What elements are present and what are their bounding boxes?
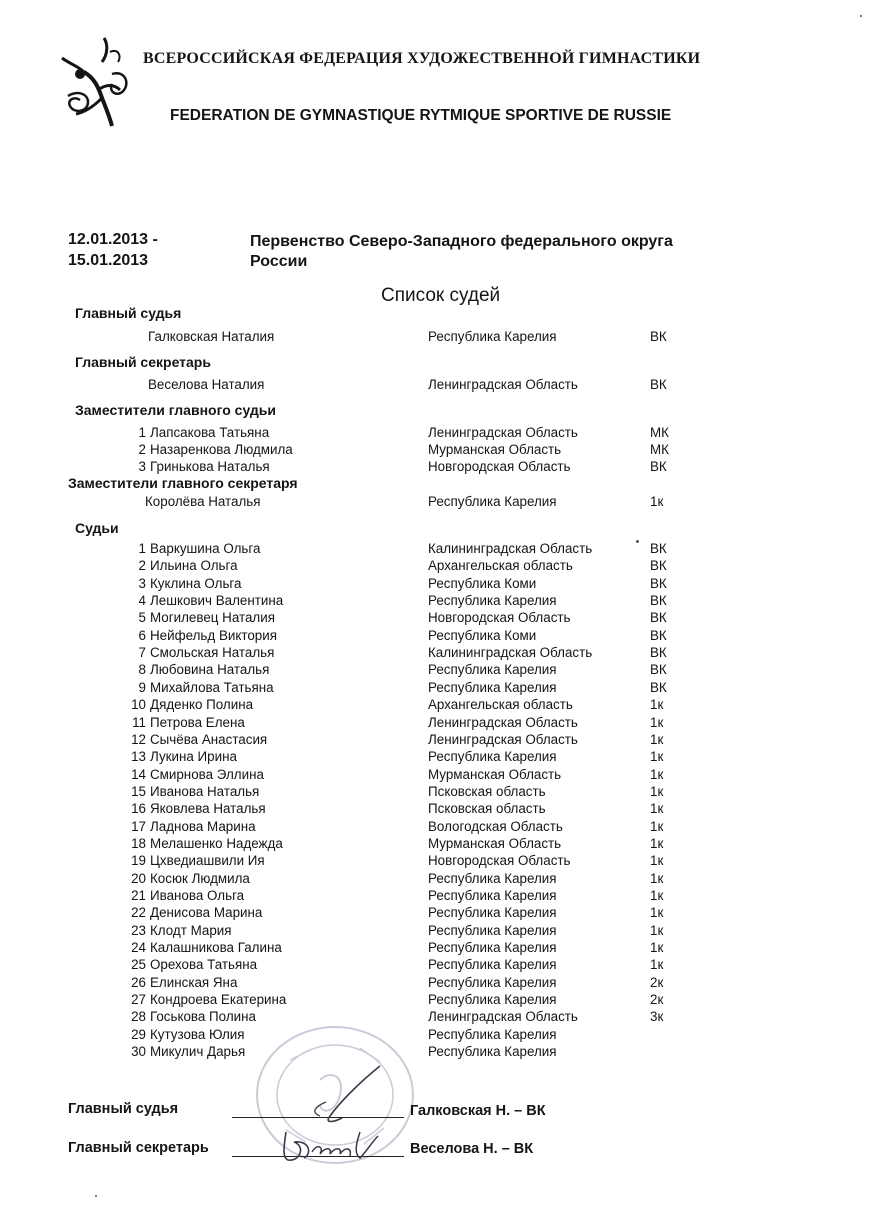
section-heading-chief-judge: Главный судья	[75, 305, 182, 321]
list-item	[0, 853, 879, 870]
person-name: Петрова Елена	[150, 714, 245, 730]
person-name: Косюк Людмила	[150, 870, 250, 886]
entry-number: 12	[131, 731, 146, 747]
region-name: Ленинградская Область	[428, 714, 578, 730]
judge-category: МК	[650, 442, 669, 457]
entry-number: 2	[138, 442, 146, 457]
list-item	[0, 662, 879, 679]
entry-number: 30	[131, 1044, 146, 1060]
person-name: Иванова Ольга	[150, 888, 245, 903]
region-name: Республика Карелия	[428, 922, 557, 938]
person-name: Могилевец Наталия	[150, 610, 275, 626]
entry-number: 27	[131, 992, 146, 1008]
entry-number: 21	[131, 888, 146, 903]
person-name: Смирнова Эллина	[150, 766, 264, 782]
list-item	[0, 819, 879, 836]
person-name: Дяденко Полина	[150, 697, 254, 713]
judge-category: 1к	[650, 766, 664, 782]
person-name: Любовина Наталья	[150, 662, 270, 678]
list-item	[0, 1009, 879, 1026]
judge-category: 1к	[650, 783, 664, 799]
list-item	[0, 425, 879, 442]
region-name: Калининградская Область	[428, 645, 593, 661]
judge-category: ВК	[650, 541, 667, 556]
event-title-line1: Первенство Северо-Западного федерального округа	[250, 233, 673, 250]
person-name: Калашникова Галина	[150, 940, 282, 956]
list-item	[0, 992, 879, 1009]
region-name: Республика Карелия	[428, 329, 557, 344]
judge-category: ВК	[650, 377, 667, 392]
signature-name-chief-secretary: Веселова Н. – ВК	[410, 1141, 534, 1157]
region-name: Республика Карелия	[428, 992, 557, 1008]
person-name: Елинская Яна	[150, 974, 238, 990]
list-title: Список судей	[381, 285, 501, 306]
judge-category: 1к	[650, 957, 664, 973]
judge-category: 1к	[650, 731, 664, 747]
list-item	[0, 593, 879, 610]
list-item	[0, 459, 879, 476]
person-name: Микулич Дарья	[150, 1044, 246, 1060]
section-heading-judges: Судьи	[75, 520, 119, 536]
person-name: Варкушина Ольга	[150, 541, 261, 556]
list-item	[0, 1027, 879, 1044]
federation-logo-icon	[58, 34, 136, 130]
list-item	[0, 732, 879, 749]
judge-category: 1к	[650, 749, 664, 765]
person-name: Кутузова Юлия	[150, 1026, 245, 1042]
region-name: Новгородская Область	[428, 610, 571, 626]
region-name: Мурманская Область	[428, 442, 562, 457]
list-item	[0, 494, 879, 511]
list-item	[0, 628, 879, 645]
federation-name-ru: ВСЕРОССИЙСКАЯ ФЕДЕРАЦИЯ ХУДОЖЕСТВЕННОЙ ГИМНАСТИКИ	[143, 50, 701, 67]
list-item	[0, 923, 879, 940]
list-item	[0, 940, 879, 957]
entry-number: 7	[138, 645, 146, 661]
region-name: Ленинградская Область	[428, 1009, 578, 1025]
region-name: Мурманская Область	[428, 766, 562, 782]
person-name: Мелашенко Надежда	[150, 835, 283, 851]
person-name: Яковлева Наталья	[150, 801, 266, 817]
person-name: Веселова Наталия	[148, 377, 265, 392]
person-name: Госькова Полина	[150, 1009, 256, 1025]
entry-number: 5	[138, 610, 146, 626]
person-name: Клодт Мария	[150, 922, 232, 938]
entry-number: 20	[131, 870, 146, 886]
judge-category: ВК	[650, 627, 667, 643]
region-name: Ленинградская Область	[428, 377, 578, 392]
signature-label-chief-secretary: Главный секретарь	[68, 1140, 209, 1156]
section-heading-deputy-judges: Заместители главного судьи	[75, 402, 276, 418]
list-item	[0, 801, 879, 818]
judge-category: 1к	[650, 922, 664, 938]
region-name: Новгородская Область	[428, 459, 571, 474]
region-name: Республика Карелия	[428, 662, 557, 678]
person-name: Лукина Ирина	[150, 749, 237, 765]
list-item	[0, 888, 879, 905]
person-name: Иванова Наталья	[150, 783, 260, 799]
list-item	[0, 784, 879, 801]
judge-category: 1к	[650, 888, 664, 903]
list-item	[0, 377, 879, 394]
judge-category: 1к	[650, 494, 664, 509]
list-item	[0, 836, 879, 853]
judge-category: 2к	[650, 992, 664, 1008]
scan-speck	[636, 540, 639, 543]
person-name: Куклина Ольга	[150, 575, 242, 591]
judge-category: ВК	[650, 459, 667, 474]
region-name: Ленинградская Область	[428, 731, 578, 747]
person-name: Лешкович Валентина	[150, 593, 284, 609]
entry-number: 9	[138, 679, 146, 695]
event-date-from: 12.01.2013 -	[68, 231, 158, 248]
region-name: Республика Карелия	[428, 905, 557, 921]
region-name: Республика Карелия	[428, 940, 557, 956]
region-name: Вологодская Область	[428, 818, 563, 834]
section-heading-deputy-secretaries: Заместители главного секретаря	[68, 475, 298, 491]
region-name: Архангельская область	[428, 697, 573, 713]
region-name: Республика Коми	[428, 575, 537, 591]
judge-category: ВК	[650, 645, 667, 661]
region-name: Мурманская Область	[428, 835, 562, 851]
judge-category: ВК	[650, 593, 667, 609]
event-title-line2: России	[250, 253, 308, 270]
entry-number: 26	[131, 974, 146, 990]
entry-number: 4	[138, 593, 146, 609]
judge-category: 1к	[650, 870, 664, 886]
entry-number: 16	[131, 801, 146, 817]
region-name: Республика Карелия	[428, 494, 557, 509]
region-name: Калининградская Область	[428, 541, 593, 556]
region-name: Псковская область	[428, 783, 546, 799]
person-name: Михайлова Татьяна	[150, 679, 274, 695]
person-name: Нейфельд Виктория	[150, 627, 277, 643]
federation-name-fr: FEDERATION DE GYMNASTIQUE RYTMIQUE SPORTIVE DE RUSSIE	[170, 107, 672, 124]
section-heading-chief-secretary: Главный секретарь	[75, 354, 211, 370]
judge-category: 1к	[650, 697, 664, 713]
entry-number: 17	[131, 818, 146, 834]
judge-category: 1к	[650, 940, 664, 956]
entry-number: 25	[131, 957, 146, 973]
entry-number: 19	[131, 853, 146, 869]
list-item	[0, 871, 879, 888]
event-date-to: 15.01.2013	[68, 252, 149, 269]
region-name: Республика Карелия	[428, 1044, 557, 1060]
person-name: Орехова Татьяна	[150, 957, 258, 973]
region-name: Новгородская Область	[428, 853, 571, 869]
entry-number: 3	[138, 459, 146, 474]
entry-number: 28	[131, 1009, 146, 1025]
entry-number: 1	[138, 425, 146, 440]
person-name: Смольская Наталья	[150, 645, 275, 661]
entry-number: 8	[138, 662, 146, 678]
judge-category: 1к	[650, 714, 664, 730]
region-name: Ленинградская Область	[428, 425, 578, 440]
person-name: Ильина Ольга	[150, 558, 238, 574]
list-item	[0, 541, 879, 558]
entry-number: 10	[131, 697, 146, 713]
person-name: Ладнова Марина	[150, 818, 256, 834]
region-name: Республика Карелия	[428, 974, 557, 990]
list-item	[0, 576, 879, 593]
entry-number: 6	[138, 627, 146, 643]
person-name: Сычёва Анастасия	[150, 731, 268, 747]
judge-category: 1к	[650, 905, 664, 921]
judge-category: ВК	[650, 662, 667, 678]
judge-category: 1к	[650, 835, 664, 851]
entry-number: 11	[132, 714, 146, 730]
entry-number: 3	[138, 575, 146, 591]
list-item	[0, 697, 879, 714]
person-name: Цхведиашвили Ия	[150, 853, 265, 869]
entry-number: 29	[131, 1026, 146, 1042]
person-name: Галковская Наталия	[148, 329, 275, 344]
signature-label-chief-judge: Главный судья	[68, 1101, 179, 1117]
region-name: Республика Коми	[428, 627, 537, 643]
list-item	[0, 975, 879, 992]
region-name: Псковская область	[428, 801, 546, 817]
entry-number: 15	[131, 783, 146, 799]
list-item	[0, 1044, 879, 1061]
list-item	[0, 749, 879, 766]
region-name: Республика Карелия	[428, 749, 557, 765]
judge-category: ВК	[650, 329, 667, 344]
judge-category: ВК	[650, 558, 667, 574]
entry-number: 18	[131, 835, 146, 851]
person-name: Гринькова Наталья	[150, 459, 270, 474]
list-item	[0, 610, 879, 627]
entry-number: 1	[138, 541, 146, 556]
judge-category: 1к	[650, 853, 664, 869]
judge-category: ВК	[650, 575, 667, 591]
list-item	[0, 442, 879, 459]
person-name: Денисова Марина	[150, 905, 263, 921]
person-name: Королёва Наталья	[145, 494, 261, 509]
judge-category: ВК	[650, 679, 667, 695]
region-name: Республика Карелия	[428, 679, 557, 695]
judge-category: 1к	[650, 818, 664, 834]
scan-speck	[95, 1195, 97, 1197]
judge-category: МК	[650, 425, 669, 440]
judge-category: 2к	[650, 974, 664, 990]
list-item	[0, 558, 879, 575]
list-item	[0, 767, 879, 784]
judge-category: 1к	[650, 801, 664, 817]
entry-number: 14	[131, 766, 146, 782]
region-name: Республика Карелия	[428, 593, 557, 609]
list-item	[0, 957, 879, 974]
handwritten-signature-icon	[260, 1062, 400, 1172]
region-name: Республика Карелия	[428, 957, 557, 973]
list-item	[0, 680, 879, 697]
entry-number: 23	[131, 922, 146, 938]
region-name: Республика Карелия	[428, 888, 557, 903]
region-name: Республика Карелия	[428, 870, 557, 886]
person-name: Кондроева Екатерина	[150, 992, 287, 1008]
entry-number: 22	[131, 905, 146, 921]
judge-category: ВК	[650, 610, 667, 626]
scan-speck	[860, 15, 862, 17]
entry-number: 24	[131, 940, 146, 956]
list-item	[0, 715, 879, 732]
region-name: Архангельская область	[428, 558, 573, 574]
list-item	[0, 645, 879, 662]
signature-name-chief-judge: Галковская Н. – ВК	[410, 1103, 546, 1119]
person-name: Назаренкова Людмила	[150, 442, 293, 457]
judge-category: 3к	[650, 1009, 664, 1025]
list-item	[0, 905, 879, 922]
person-name: Лапсакова Татьяна	[150, 425, 270, 440]
entry-number: 2	[138, 558, 146, 574]
list-item	[0, 329, 879, 346]
region-name: Республика Карелия	[428, 1026, 557, 1042]
entry-number: 13	[131, 749, 146, 765]
